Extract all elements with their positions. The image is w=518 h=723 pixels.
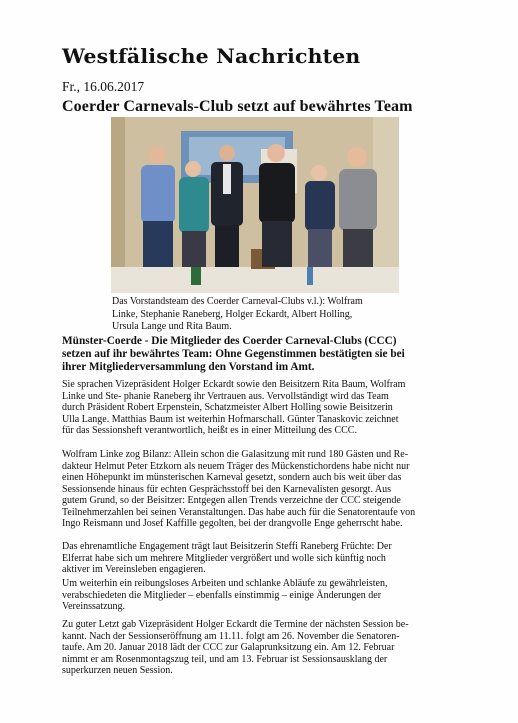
paragraph-line: taufe. Am 20. Januar 2018 lädt der CCC zur Galaprunksitzung ein. Am 12. Februar [62, 642, 395, 653]
paragraph-line: kannt. Nach der Sessionseröffnung am 11.11. folgt am 26. November die Senatoren- [62, 630, 400, 642]
paragraph-line: superkurzen neuen Session. [62, 665, 173, 676]
article-paragraph-4 [62, 578, 482, 613]
photo-caption [112, 296, 412, 334]
lead-line: ihrer Mitgliederversammlung den Vorstand im Amt. [62, 361, 315, 373]
newspaper-masthead: Westfälische Nachrichten [62, 44, 361, 68]
paragraph-line: Teilnehmerzahlen bei seinen Veranstaltungen. Das habe auch für die Senatorentaufe von [62, 506, 416, 518]
caption-line: Das Vorstandsteam des Coerder Carneval-Clubs v.l.): Wolfram [112, 296, 363, 307]
article-headline: Coerder Carnevals-Club setzt auf bewährtes Team [62, 98, 413, 115]
paragraph-line: Das ehrenamtliche Engagement trägt laut Beisitzerin Steffi Raneberg Früchte: Der [62, 541, 392, 552]
paragraph-line: aktiver im Vereinsleben engagieren. [62, 564, 206, 575]
paragraph-line: Sie sprachen Vizepräsident Holger Eckardt sowie den Beisitzern Rita Baum, Wolfram [62, 379, 406, 390]
paragraph-line: dakteur Helmut Peter Etzkorn als neuem Träger des Mückenstichordens habe nicht nur [62, 460, 410, 472]
paragraph-line: Ingo Reismann und Josef Kaffille gegolten, bei der drangvolle Enge geherrscht habe. [62, 518, 403, 529]
article-paragraph-5 [62, 619, 482, 677]
paragraph-line: nimmt er am Rosenmontagszug teil, und am 13. Februar ist Sessionsausklang der [62, 653, 388, 665]
article-paragraph-2 [62, 449, 482, 530]
lead-line: Münster-Coerde - Die Mitglieder des Coerder Carneval-Clubs (CCC) [62, 335, 397, 347]
paragraph-line: Wolfram Linke zog Bilanz: Allein schon die Galasitzung mit rund 180 Gästen und Re- [62, 449, 409, 460]
paragraph-line: einen Höhepunkt im münsterischen Karneval gesetzt, sondern auch bis weit über das [62, 472, 402, 483]
paragraph-line: Ulla Lange. Matthias Baum ist weiterhin Hofmarschall. Günter Tanaskovic zeichnet [62, 413, 399, 425]
paragraph-line: für das Sessionsheft verantwortlich, heißt es in einer Mitteilung des CCC. [62, 425, 357, 436]
caption-line: Ursula Lange und Rita Baum. [112, 321, 232, 332]
article-date: Fr., 16.06.2017 [62, 79, 145, 94]
lead-line: setzen auf ihr bewährtes Team: Ohne Gegenstimmen bestätigten sie bei [62, 348, 405, 360]
article-lead [62, 335, 482, 374]
article-paragraph-1 [62, 379, 482, 437]
article-paragraph-3 [62, 541, 482, 576]
paragraph-line: durch Präsident Robert Erpenstein, Schatzmeister Albert Holling sowie Beisitzerin [62, 402, 393, 413]
paragraph-line: Vereinssatzung. [62, 601, 126, 612]
team-photo [111, 117, 399, 293]
paragraph-line: gutem Grund, so der Beisitzer: Entgegen allen Trends verzeichne der CCC steigende [62, 495, 401, 506]
paragraph-line: Linke und Ste- phanie Raneberg ihr Vertrauen aus. Vervollständigt wird das Team [62, 390, 389, 402]
paragraph-line: Elferrat habe sich um mehrere Mitglieder vergrößert und wolle sich künftig noch [62, 552, 386, 564]
paragraph-line: verabschiedeten die Mitglieder – ebenfalls einstimmig – einige Änderungen der [62, 589, 382, 601]
caption-line: Linke, Stephanie Raneberg, Holger Eckardt, Albert Holling, [112, 308, 353, 320]
paragraph-line: Zu guter Letzt gab Vizepräsident Holger Eckardt die Termine der nächsten Session be- [62, 619, 409, 630]
paragraph-line: Um weiterhin ein reibungsloses Arbeiten und schlanke Abläufe zu gewährleisten, [62, 578, 388, 589]
paragraph-line: Sessionsende hinaus für echten Gesprächsstoff bei den Karnevalisten gesorgt. Aus [62, 483, 391, 495]
